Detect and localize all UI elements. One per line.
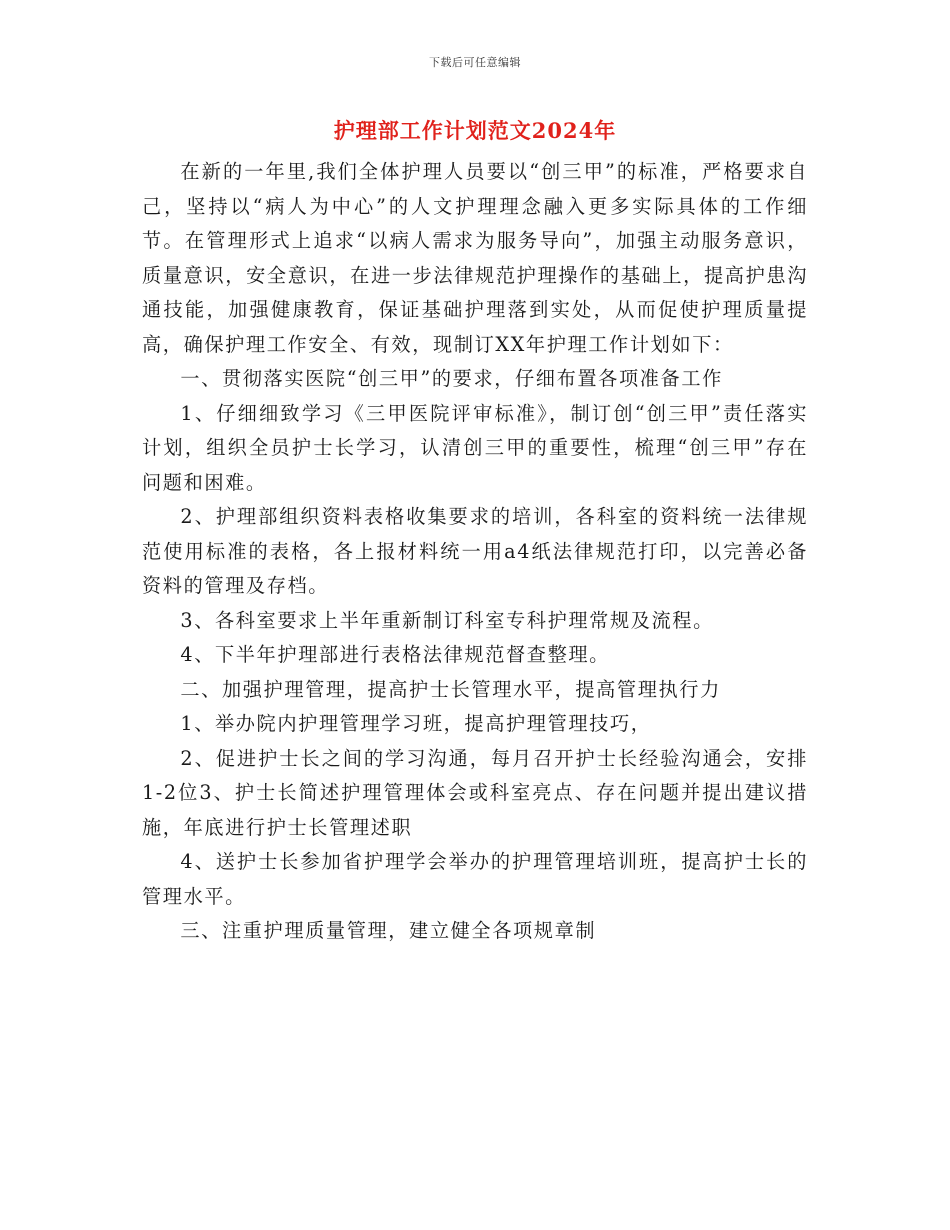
list-item: 3、各科室要求上半年重新制订科室专科护理常规及流程。 — [180, 608, 714, 632]
list-item: 2、护理部组织资料表格收集要求的培训，各科室的资料统一法律规范使用标准的表格，各上报材料统一用a4纸法律规范打印，以完善必备资料的管理及存档。 — [142, 505, 808, 597]
list-item: 4、送护士长参加省护理学会举办的护理管理培训班，提高护士长的管理水平。 — [142, 850, 808, 908]
header-note: 下载后可任意编辑 — [429, 56, 521, 69]
list-item: 1、举办院内护理管理学习班，提高护理管理技巧， — [180, 712, 652, 735]
document-body — [142, 155, 808, 949]
list-item: 2、促进护士长之间的学习沟通，每月召开护士长经验沟通会，安排1-2位3、护士长简述护理管理体会或科室亮点、存在问题并提出建议措施，年底进行护士长管理述职 — [142, 746, 808, 839]
intro-paragraph: 在新的一年里,我们全体护理人员要以“创三甲”的标准，严格要求自己，坚持以“病人为中心”的人文护理理念融入更多实际具体的工作细节。在管理形式上追求“以病人需求为服务导向”，加强主动服务意识，质量意识，安全意识，在进一步法律规范护理操作的基础上，提高护患沟通技能，加强健康教育，保证基础护理落到实处，从而促使护理质量提高，确保护理工作安全、有效，现制订XX年护理工作计划如下： — [142, 160, 808, 356]
list-item: 1、仔细细致学习《三甲医院评审标准》，制订创“创三甲”责任落实计划，组织全员护士长学习，认清创三甲的重要性，梳理“创三甲”存在问题和困难。 — [142, 401, 808, 494]
list-item: 4、下半年护理部进行表格法律规范督查整理。 — [180, 643, 610, 666]
section-heading-3: 三、注重护理质量管理，建立健全各项规章制 — [180, 919, 597, 942]
document-title: 护理部工作计划范文2024年 — [333, 118, 617, 143]
section-heading-1: 一、贯彻落实医院“创三甲”的要求，仔细布置各项准备工作 — [180, 367, 723, 390]
section-heading-2: 二、加强护理管理，提高护士长管理水平，提高管理执行力 — [180, 677, 721, 701]
